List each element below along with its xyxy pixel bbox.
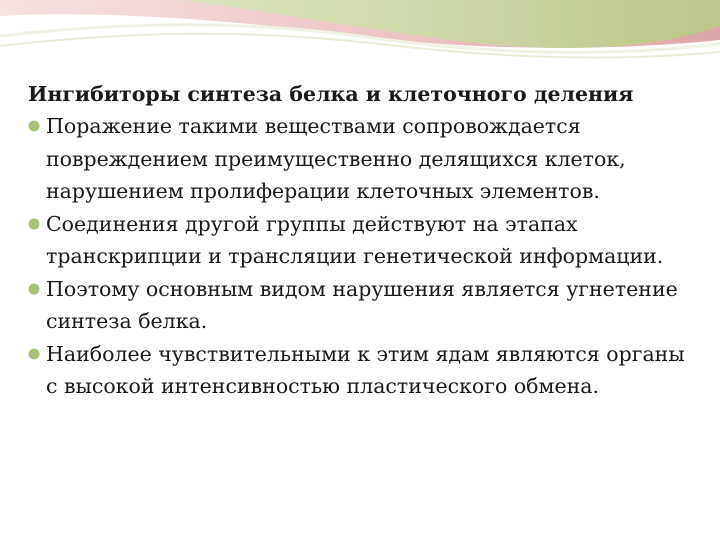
bullet-item bbox=[28, 208, 700, 273]
bullet-dot-icon bbox=[28, 348, 40, 360]
bullet-text: Поражение такими веществами сопровождается повреждением преимущественно делящихся клеток, нарушением пролиферации клеточных элементов. bbox=[46, 114, 626, 203]
bullet-list bbox=[28, 110, 700, 403]
bullet-item bbox=[28, 338, 700, 403]
bullet-text: Соединения другой группы действуют на этапах транскрипции и трансляции генетической информации. bbox=[46, 211, 664, 268]
bullet-text: Поэтому основным видом нарушения является угнетение синтеза белка. bbox=[46, 276, 678, 333]
slide-title: Ингибиторы синтеза белка и клеточного деления bbox=[28, 82, 634, 106]
slide-content bbox=[28, 78, 700, 403]
header-wave-decoration bbox=[0, 0, 720, 80]
bullet-item bbox=[28, 110, 700, 208]
bullet-dot-icon bbox=[28, 120, 40, 132]
bullet-dot-icon bbox=[28, 283, 40, 295]
bullet-dot-icon bbox=[28, 218, 40, 230]
bullet-item bbox=[28, 273, 700, 338]
bullet-text: Наиболее чувствительными к этим ядам являются органы с высокой интенсивностью пластического обмена. bbox=[46, 341, 685, 398]
